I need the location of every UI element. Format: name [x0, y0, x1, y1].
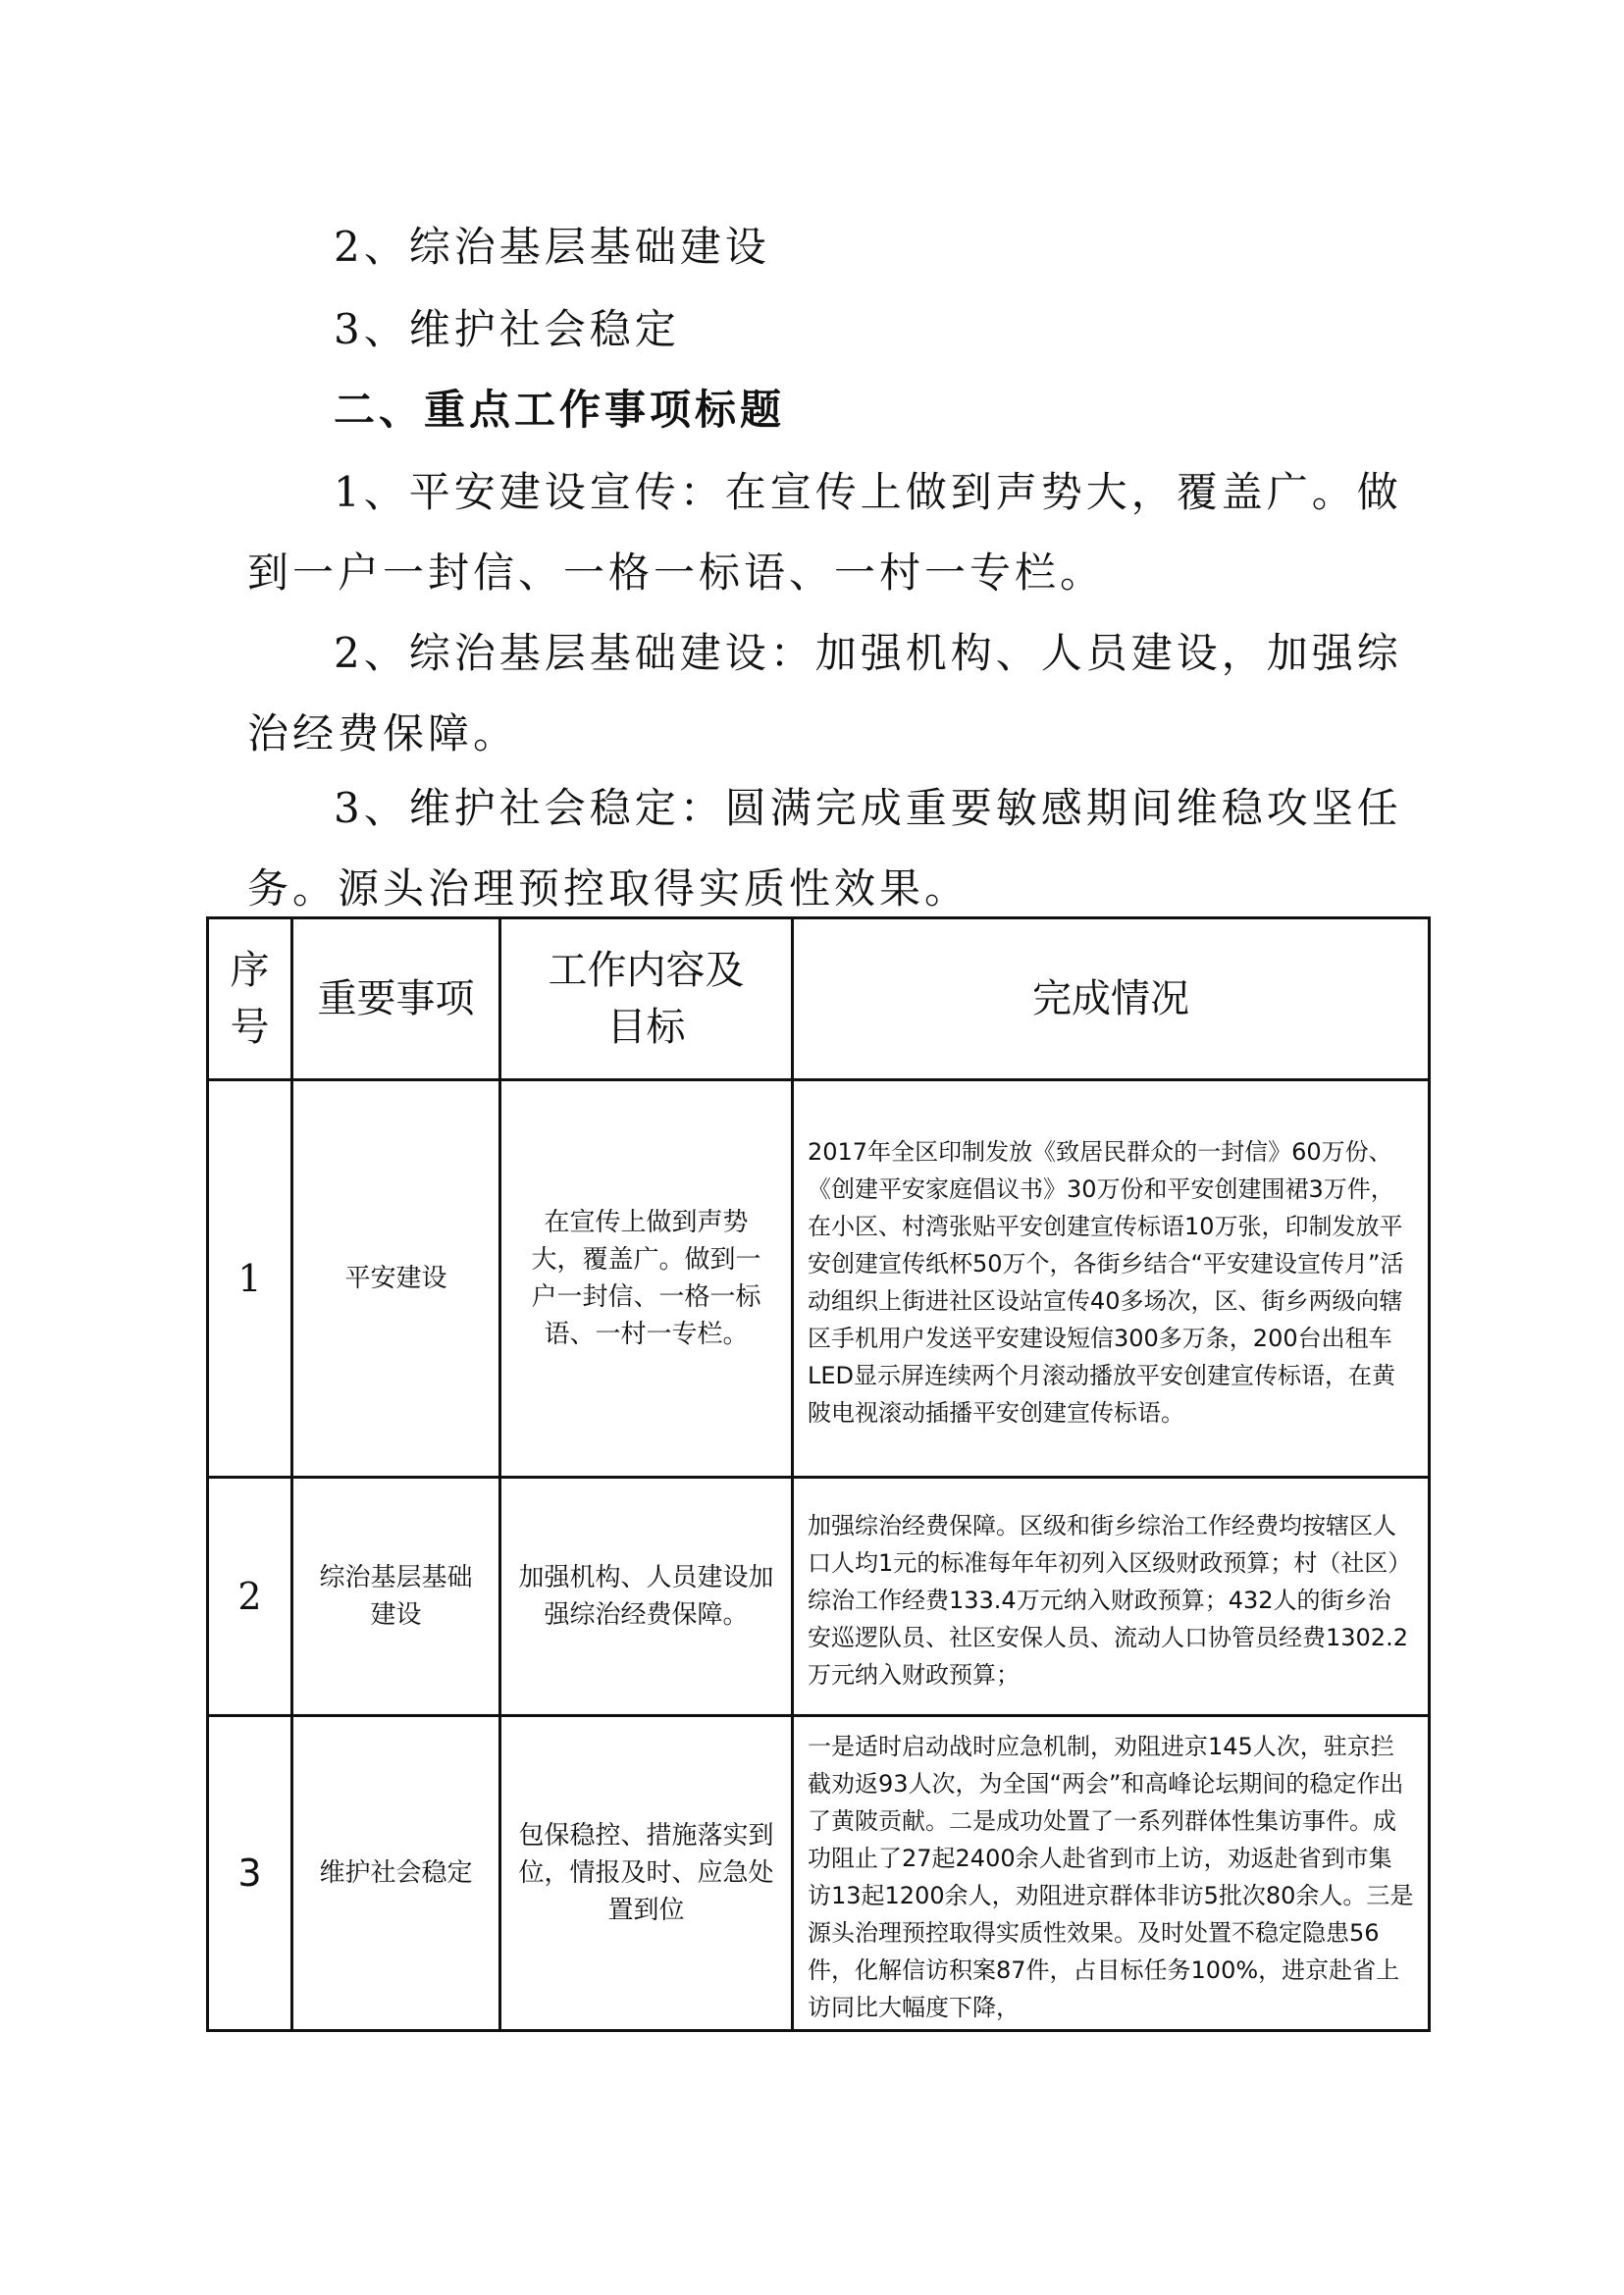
row-completion-status: 一是适时启动战时应急机制，劝阻进京145人次，驻京拦截劝返93人次，为全国“两会”和高峰论坛期间的稳定作出了黄陂贡献。二是成功处置了一系列群体性集访事件。成功阻止了27起2400余人赴省到市上访，劝返赴省到市集访13起1200余人，劝阻进京群体非访5批次80余人。三是源头治理预控取得实质性效果。及时处置不稳定隐患56件，化解信访积案87件，占目标任务100%，进京赴省上访同比大幅度下降，: [793, 1716, 1430, 2031]
header-work-content: 工作内容及目标: [500, 918, 793, 1080]
header-completion-status: 完成情况: [793, 918, 1430, 1080]
row-serial-number: 3: [208, 1716, 292, 2031]
table-row: [208, 1080, 1430, 1478]
section-heading: 二、重点工作事项标题: [334, 386, 786, 434]
row-work-content: 在宣传上做到声势大，覆盖广。做到一户一封信、一格一标语、一村一专栏。: [500, 1080, 793, 1478]
row-item-name: 综治基层基础建设: [292, 1478, 500, 1716]
row-serial-number: 2: [208, 1478, 292, 1716]
paragraph-3-line-2: 务。源头治理预控取得实质性效果。: [247, 864, 970, 913]
paragraph-2-line-1: 2、综治基层基础建设：加强机构、人员建设，加强综: [334, 629, 1402, 677]
paragraph-3-line-1: 3、维护社会稳定：圆满完成重要敏感期间维稳攻坚任: [334, 784, 1402, 832]
paragraph-2-line-2: 治经费保障。: [247, 709, 519, 757]
table-header-row: [208, 918, 1430, 1080]
table-row: [208, 1478, 1430, 1716]
row-item-name: 维护社会稳定: [292, 1716, 500, 2031]
row-serial-number: 1: [208, 1080, 292, 1478]
row-completion-status: 加强综治经费保障。区级和街乡综治工作经费均按辖区人口人均1元的标准每年年初列入区级财政预算；村（社区）综治工作经费133.4万元纳入财政预算；432人的街乡治安巡逻队员、社区安保人员、流动人口协管员经费1302.2万元纳入财政预算；: [793, 1478, 1430, 1716]
table-row: [208, 1716, 1430, 2031]
header-important-item: 重要事项: [292, 918, 500, 1080]
row-completion-status: 2017年全区印制发放《致居民群众的一封信》60万份、《创建平安家庭倡议书》30万份和平安创建围裙3万件，在小区、村湾张贴平安创建宣传标语10万张，印制发放平安创建宣传纸杯50万个，各街乡结合“平安建设宣传月”活动组织上街进社区设站宣传40多场次，区、街乡两级向辖区手机用户发送平安建设短信300多万条，200台出租车LED显示屏连续两个月滚动播放平安创建宣传标语，在黄陂电视滚动插播平安创建宣传标语。: [793, 1080, 1430, 1478]
item-2-title: 2、综治基层基础建设: [334, 223, 770, 271]
work-items-table: [206, 916, 1431, 2032]
row-work-content: 包保稳控、措施落实到位，情报及时、应急处置到位: [500, 1716, 793, 2031]
header-serial-number: 序号: [208, 918, 292, 1080]
paragraph-1-line-1: 1、平安建设宣传：在宣传上做到声势大，覆盖广。做: [334, 468, 1402, 516]
paragraph-1-line-2: 到一户一封信、一格一标语、一村一专栏。: [247, 548, 1106, 597]
item-3-title: 3、维护社会稳定: [334, 305, 680, 353]
row-item-name: 平安建设: [292, 1080, 500, 1478]
row-work-content: 加强机构、人员建设加强综治经费保障。: [500, 1478, 793, 1716]
